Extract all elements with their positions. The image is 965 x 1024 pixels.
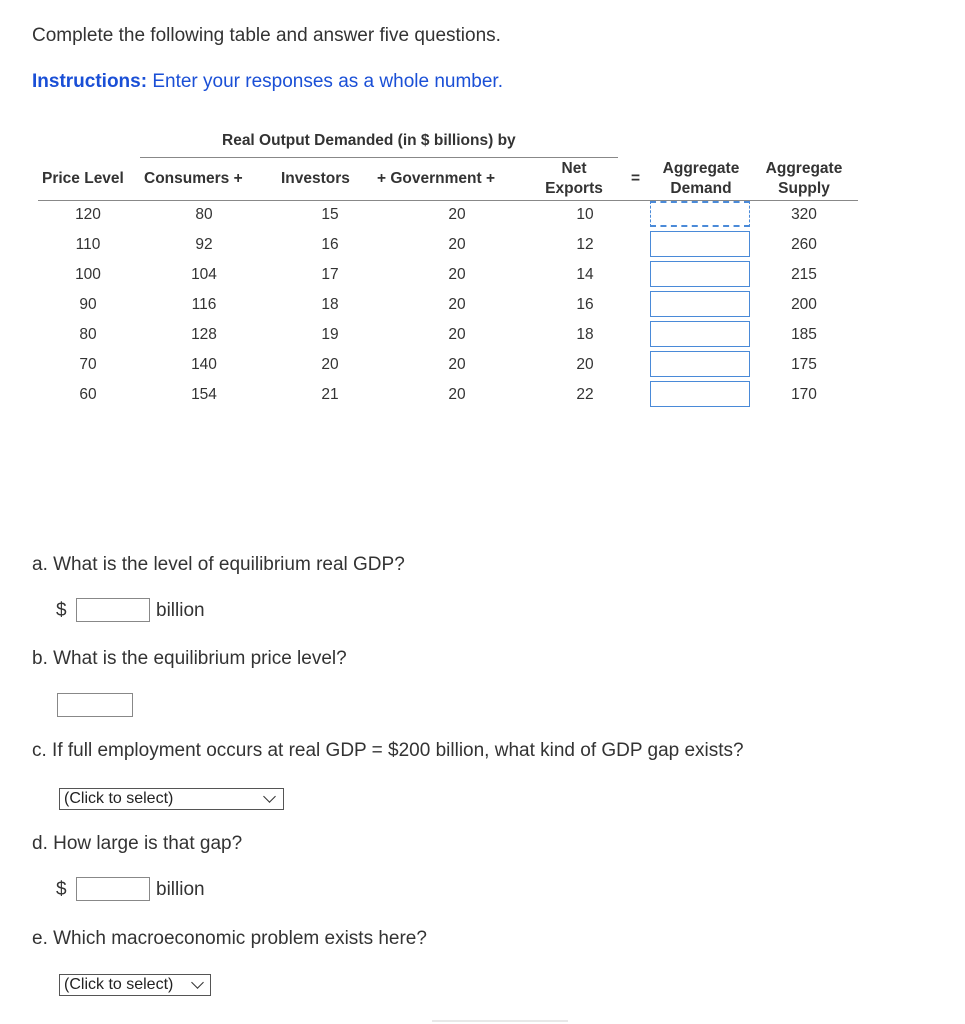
cell-consumers: 104 xyxy=(191,266,217,283)
equilibrium-price-input[interactable] xyxy=(57,693,133,717)
cell-price: 70 xyxy=(79,356,97,373)
cell-price: 80 xyxy=(79,326,97,343)
question-e: e. Which macroeconomic problem exists here? xyxy=(32,928,427,949)
cell-consumers: 116 xyxy=(191,296,217,313)
cell-investors: 19 xyxy=(321,326,339,343)
cell-net-exports: 12 xyxy=(576,236,594,253)
cell-price: 100 xyxy=(75,266,101,283)
header-price-level: Price Level xyxy=(42,170,124,187)
super-header-rule xyxy=(140,157,618,158)
header-ad-2: Demand xyxy=(670,180,732,197)
question-d: d. How large is that gap? xyxy=(32,833,243,854)
cell-price: 90 xyxy=(79,296,97,313)
cell-government: 20 xyxy=(448,266,466,283)
cell-net-exports: 20 xyxy=(576,356,594,373)
cell-investors: 20 xyxy=(321,356,339,373)
macro-problem-select-value: (Click to select) xyxy=(64,976,174,993)
cell-price: 110 xyxy=(75,236,101,253)
cell-price: 60 xyxy=(79,386,97,403)
cell-net-exports: 18 xyxy=(576,326,594,343)
cell-consumers: 128 xyxy=(191,326,217,343)
chevron-down-icon xyxy=(191,976,204,989)
cell-government: 20 xyxy=(448,386,466,403)
cell-aggregate-supply: 260 xyxy=(791,236,817,253)
cell-investors: 16 xyxy=(321,236,339,253)
header-equals: = xyxy=(631,170,641,187)
header-as-1: Aggregate xyxy=(765,160,843,177)
cell-aggregate-supply: 175 xyxy=(791,356,817,373)
cell-aggregate-supply: 170 xyxy=(791,386,817,403)
cell-net-exports: 16 xyxy=(576,296,594,313)
aggregate-demand-input[interactable] xyxy=(650,291,750,317)
question-d-dollar: $ xyxy=(56,879,67,900)
cell-aggregate-supply: 185 xyxy=(791,326,817,343)
question-a-unit: billion xyxy=(156,600,205,621)
question-a: a. What is the level of equilibrium real GDP? xyxy=(32,554,405,575)
aggregate-demand-input[interactable] xyxy=(650,261,750,287)
cell-consumers: 92 xyxy=(195,236,213,253)
macro-problem-select[interactable] xyxy=(59,974,211,996)
aggregate-demand-input[interactable] xyxy=(650,321,750,347)
cell-investors: 15 xyxy=(321,206,339,223)
question-d-unit: billion xyxy=(156,879,205,900)
cell-investors: 17 xyxy=(321,266,339,283)
gdp-gap-select-value: (Click to select) xyxy=(64,790,174,807)
cell-consumers: 80 xyxy=(195,206,213,223)
aggregate-demand-input[interactable] xyxy=(650,201,750,227)
gdp-gap-select[interactable] xyxy=(59,788,284,810)
aggregate-demand-input[interactable] xyxy=(650,381,750,407)
header-as-2: Supply xyxy=(778,180,830,197)
header-government: + Government + xyxy=(377,170,496,187)
cell-consumers: 154 xyxy=(191,386,217,403)
cell-government: 20 xyxy=(448,326,466,343)
chevron-down-icon xyxy=(263,790,276,803)
aggregate-demand-input[interactable] xyxy=(650,231,750,257)
cell-net-exports: 22 xyxy=(576,386,594,403)
aggregate-demand-input[interactable] xyxy=(650,351,750,377)
cell-price: 120 xyxy=(75,206,101,223)
header-net-exports-1: Net xyxy=(561,160,587,177)
question-b: b. What is the equilibrium price level? xyxy=(32,648,347,669)
table-super-header: Real Output Demanded (in $ billions) by xyxy=(222,132,516,149)
cell-aggregate-supply: 320 xyxy=(791,206,817,223)
header-consumers: Consumers + xyxy=(144,170,243,187)
cell-investors: 21 xyxy=(321,386,339,403)
header-ad-1: Aggregate xyxy=(662,160,740,177)
instructions-text: Enter your responses as a whole number. xyxy=(147,71,503,92)
cell-government: 20 xyxy=(448,356,466,373)
cell-government: 20 xyxy=(448,296,466,313)
cell-aggregate-supply: 200 xyxy=(791,296,817,313)
header-investors: Investors xyxy=(281,170,350,187)
header-net-exports-2: Exports xyxy=(545,180,603,197)
question-a-dollar: $ xyxy=(56,600,67,621)
cell-consumers: 140 xyxy=(191,356,217,373)
cell-investors: 18 xyxy=(321,296,339,313)
cell-government: 20 xyxy=(448,206,466,223)
cell-aggregate-supply: 215 xyxy=(791,266,817,283)
cell-net-exports: 10 xyxy=(576,206,594,223)
equilibrium-gdp-input[interactable] xyxy=(76,598,150,622)
instructions xyxy=(32,71,503,93)
prompt-text: Complete the following table and answer five questions. xyxy=(32,25,501,46)
instructions-label: Instructions: xyxy=(32,71,148,92)
question-c: c. If full employment occurs at real GDP = $200 billion, what kind of GDP gap exists? xyxy=(32,740,744,761)
cell-net-exports: 14 xyxy=(576,266,594,283)
gap-size-input[interactable] xyxy=(76,877,150,901)
cell-government: 20 xyxy=(448,236,466,253)
bottom-divider xyxy=(432,1020,568,1022)
